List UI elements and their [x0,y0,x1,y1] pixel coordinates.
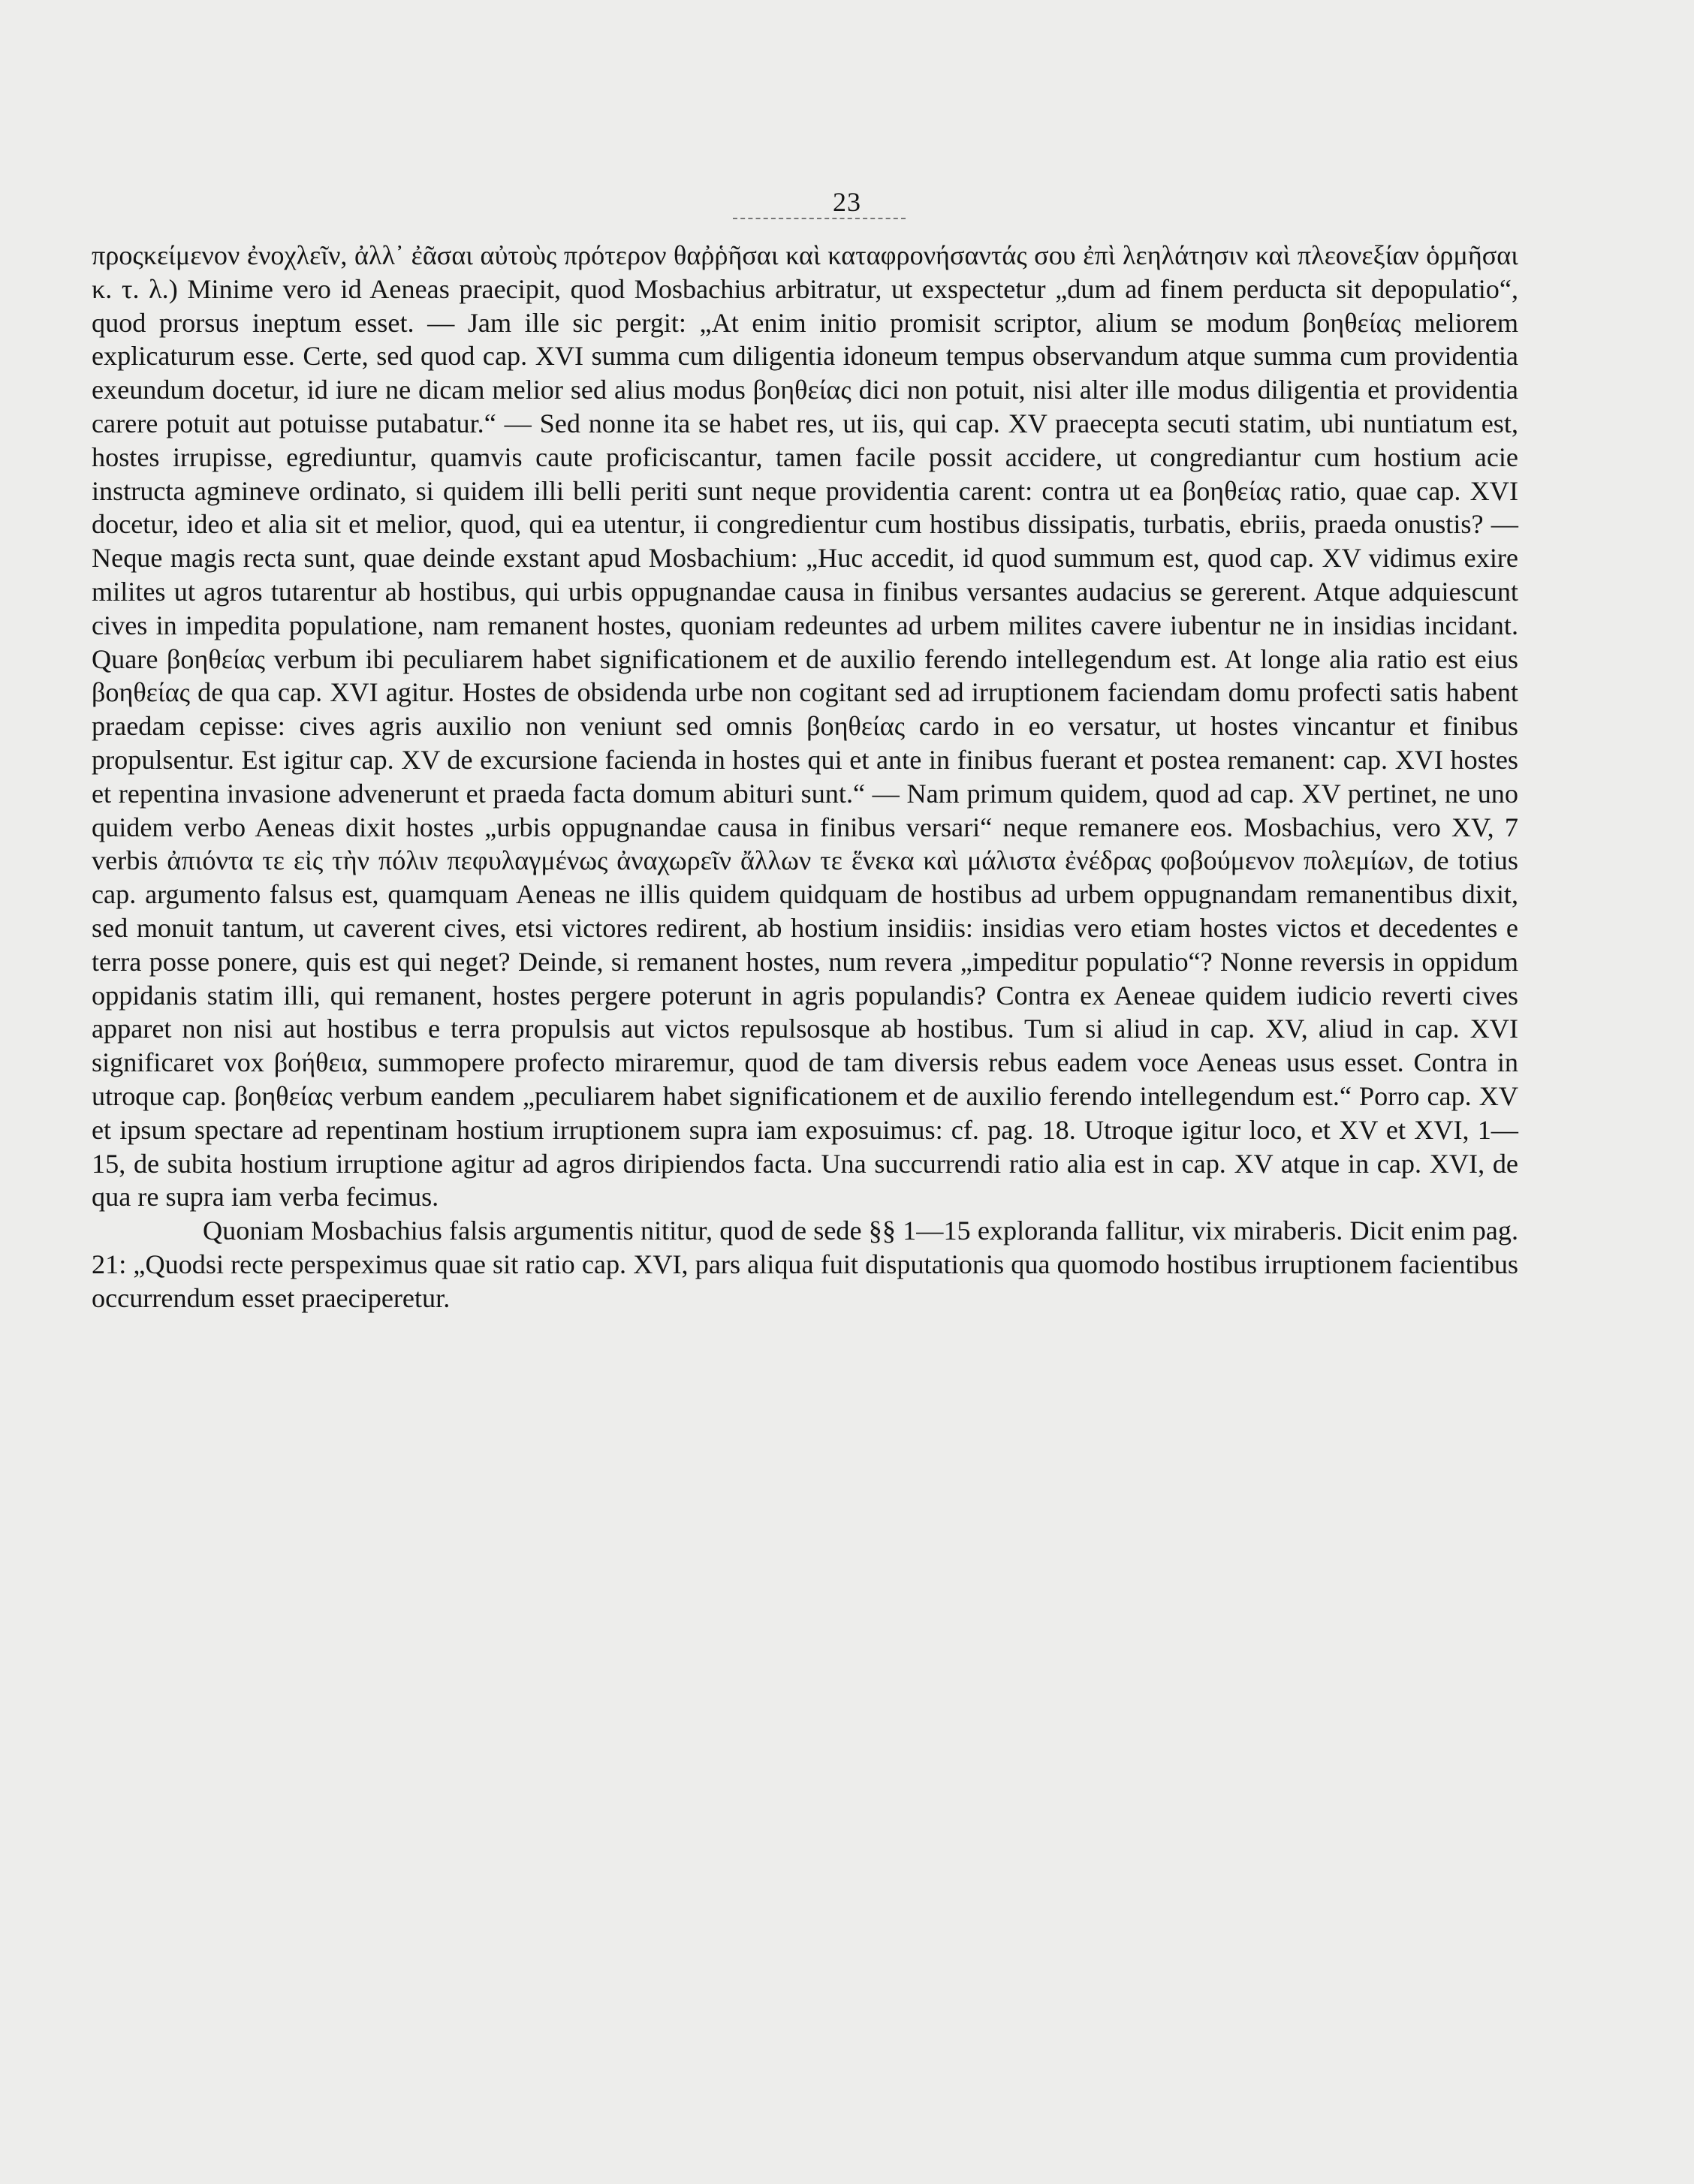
page-number: 23 [833,187,861,217]
page-number-ornament [733,218,906,224]
paragraph-1: προςκείμενον ἐνοχλεῖν, ἀλλ᾽ ἐᾶσαι αὐτοὺς πρότερον θαῤῥῆσαι καὶ καταφρονήσαντάς σου ἐπὶ λεηλάτησιν καὶ πλεονεξίαν ὁρμῆσαι κ. τ. λ.) Minime vero id Aeneas praecipit, quod Mosbachius arbitratur, ut exspectetur „dum ad finem perducta sit depopulatio“, quod prorsus ineptum esset. — Jam ille sic pergit: „At enim initio promisit scriptor, alium se modum βοηθείας meliorem explicaturum esse. Certe, sed quod cap. XVI summa cum diligentia idoneum tempus observandum atque summa cum providentia exeundum docetur, id iure ne dicam melior sed alius modus βοηθείας dici non potuit, nisi alter ille modus diligentia et providentia carere potuit aut potuisse putabatur.“ — Sed nonne ita se habet res, ut iis, qui cap. XV praecepta secuti statim, ubi nuntiatum est, hostes irrupisse, egrediuntur, quamvis caute proficiscantur, tamen facile possit accidere, ut congrediantur cum hostium acie instructa agmineve ordinato, si quidem illi belli periti sunt neque providentia carent: contra ut ea βοηθείας ratio, quae cap. XVI docetur, ideo et alia sit et melior, quod, qui ea utentur, ii congredientur cum hostibus dissipatis, turbatis, ebriis, praeda onustis? — Neque magis recta sunt, quae deinde exstant apud Mosbachium: „Huc accedit, id quod summum est, quod cap. XV vidimus exire milites ut agros tutarentur ab hostibus, qui urbis oppugnandae causa in finibus versantes audacius se gererent. Atque adquiescunt cives in impedita populatione, nam remanent hostes, quoniam redeuntes ad urbem milites cavere iubentur ne in insidias incidant. Quare βοηθείας verbum ibi peculiarem habet significationem et de auxilio ferendo intellegendum est. At longe alia ratio est eius βοηθείας de qua cap. XVI agitur. Hostes de obsidenda urbe non cogitant sed ad irruptionem faciendam domu profecti satis habent praedam cepisse: cives agris auxilio non veniunt sed omnis βοηθείας cardo in eo versatur, ut hostes vincantur et finibus propulsentur. Est igitur cap. XV de excursione facienda in hostes qui et ante in finibus fuerant et postea remanent: cap. XVI hostes et repentina invasione advenerunt et praeda facta domum abituri sunt.“ — Nam primum quidem, quod ad cap. XV pertinet, ne uno quidem verbo Aeneas dixit hostes „urbis oppugnandae causa in finibus versari“ neque remanere eos. Mosbachius, vero XV, 7 verbis ἀπιόντα τε εἰς τὴν πόλιν πεφυλαγμένως ἀναχωρεῖν ἄλλων τε ἕνεκα καὶ μάλιστα ἐνέδρας φοβούμενον πολεμίων, de totius cap. argumento falsus est, quamquam Aeneas ne illis quidem quidquam de hostibus ad urbem oppugnandam remanentibus dixit, sed monuit tantum, ut caverent cives, etsi victores redirent, ab hostium insidiis: insidias vero etiam hostes victos et decedentes e terra posse ponere, quis est qui neget? Deinde, si remanent hostes, num revera „impeditur populatio“? Nonne reversis in oppidum oppidanis statim illi, qui remanent, hostes pergere poterunt in agris populandis? Contra ex Aeneae quidem iudicio reverti cives apparet non nisi aut hostibus e terra propulsis aut victos repulsosque ab hostibus. Tum si aliud in cap. XV, aliud in cap. XVI significaret vox βοήθεια, summopere profecto miraremur, quod de tam diversis rebus eadem voce Aeneas usus esset. Contra in utroque cap. βοηθείας verbum eandem „peculiarem habet significationem et de auxilio ferendo intellegendum est.“ Porro cap. XV et ipsum spectare ad repentinam hostium irruptionem supra iam exposuimus: cf. pag. 18. Utroque igitur loco, et XV et XVI, 1—15, de subita hostium irruptione agitur ad agros diripiendos facta. Una succurrendi ratio alia est in cap. XV atque in cap. XVI, de qua re supra iam verba fecimus. [92,240,1518,1212]
body-text [92,239,1518,1315]
paragraph-2: Quoniam Mosbachius falsis argumentis nititur, quod de sede §§ 1—15 exploranda fallitur, vix miraberis. Dicit enim pag. 21: „Quodsi recte perspeximus quae sit ratio cap. XVI, pars aliqua fuit disputationis qua quomodo hostibus irruptionem facientibus occurrendum esset praeciperetur. [92,1216,1518,1313]
